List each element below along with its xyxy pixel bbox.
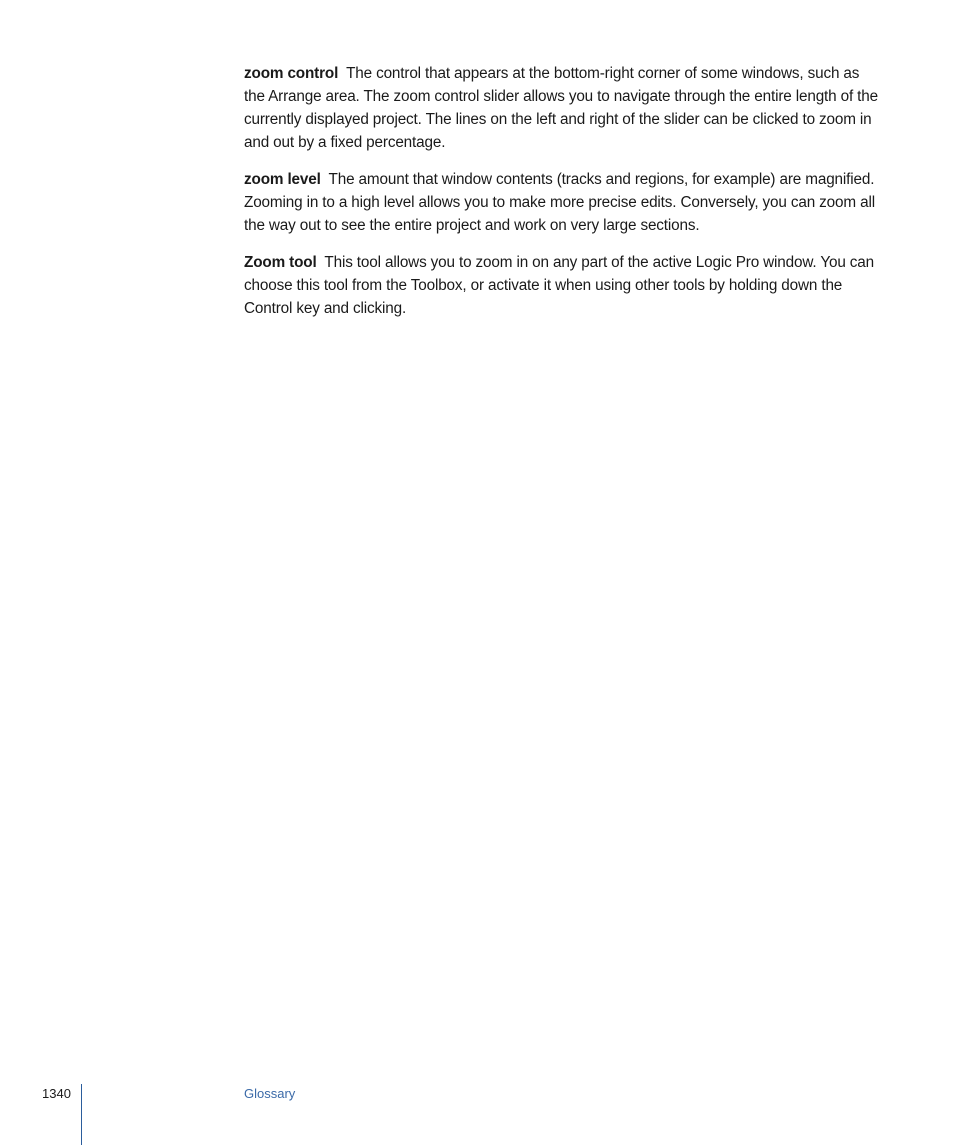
glossary-entry-zoom-tool — [244, 251, 884, 320]
entry-definition: This tool allows you to zoom in on any part of the active Logic Pro window. You can choose this tool from the Toolbox, or activate it when using other tools by holding down the Control key and clicking. — [244, 254, 875, 317]
entry-term: Zoom tool — [244, 254, 317, 271]
glossary-content — [244, 62, 884, 334]
glossary-entry-zoom-level — [244, 168, 884, 237]
entry-term: zoom level — [244, 171, 321, 188]
entry-definition: The amount that window contents (tracks and regions, for example) are magnified. Zooming in to a high level allows you to make more precise edits. Conversely, you can zoom all the way out to see the entire project and work on very large sections. — [244, 171, 875, 234]
glossary-entry-zoom-control — [244, 62, 884, 154]
footer-section-title: Glossary — [244, 1086, 296, 1101]
page-number: 1340 — [42, 1086, 71, 1101]
entry-term: zoom control — [244, 65, 339, 82]
footer-divider — [81, 1084, 82, 1145]
entry-definition: The control that appears at the bottom-right corner of some windows, such as the Arrange area. The zoom control slider allows you to navigate through the entire length of the currently displayed project. The lines on the left and right of the slider can be clicked to zoom in and out by a fixed percentage. — [244, 65, 878, 151]
